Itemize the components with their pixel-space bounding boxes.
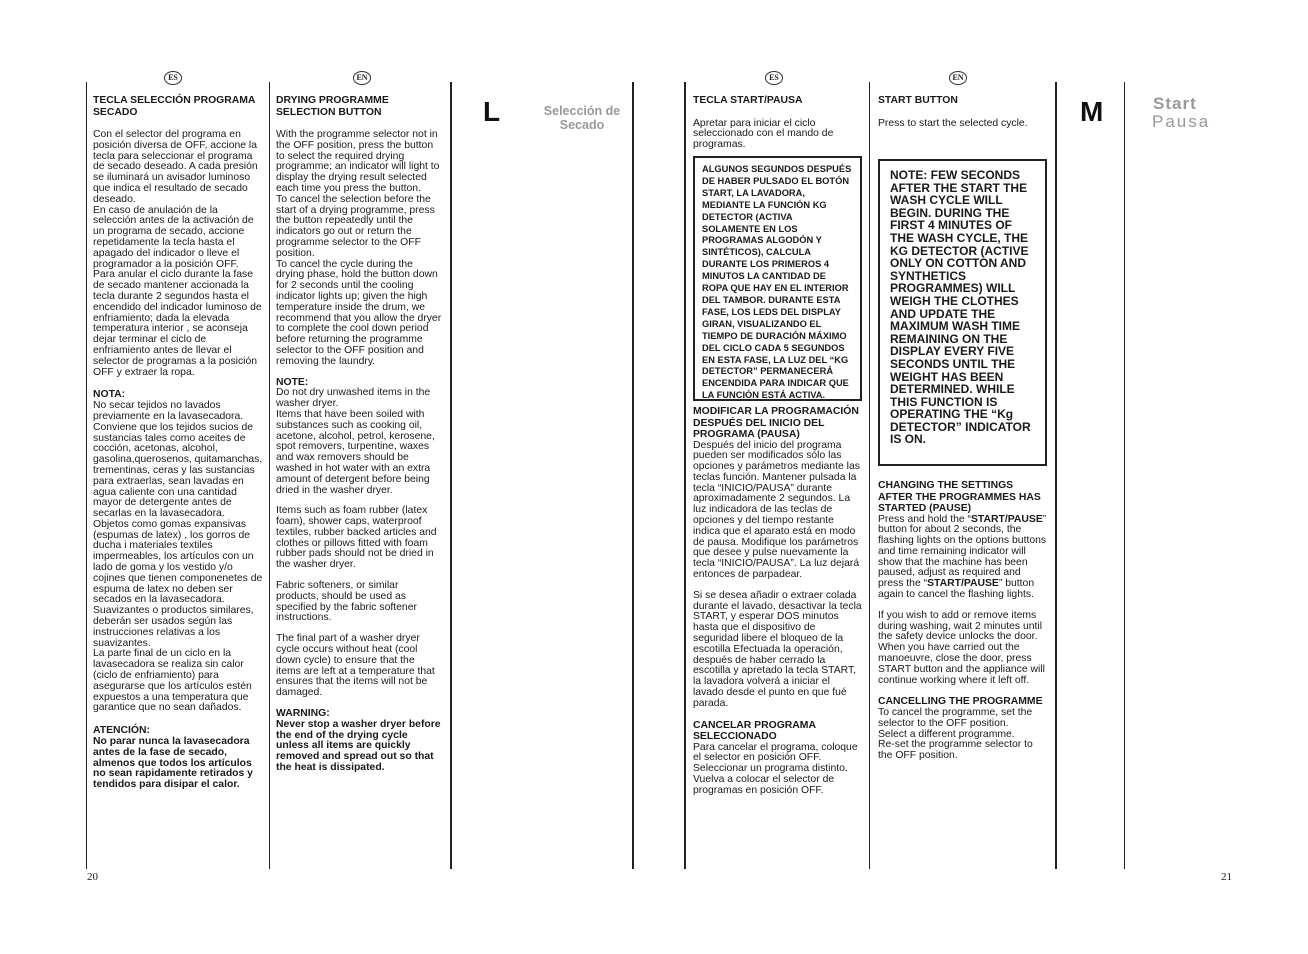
paragraph: La parte final de un ciclo en la lavasecadora se realiza sin calor (ciclo de enfriamiento) para asegurarse que los artículos estén expuestos a una temperatura que garantice que no sean dañados. [93, 648, 252, 714]
right-en-column-lower [878, 480, 1048, 762]
note-label: NOTA: [93, 389, 126, 401]
warning-label: WARNING: [276, 708, 330, 720]
paragraph: Select a different programme. [878, 728, 1015, 740]
paragraph: En caso de anulación de la selección antes de la activación de un programa de secado, accione repetidamente la tecla hasta el apagado del indicador o lleve el programador a la posición OFF. Para anular el ciclo durante la fase de secado mantener accionada la tecla durante 2 segundos hasta el encendido del indicador luminoso de enfriamiento; dada la elevada temperatura interior , se aconseja dejar terminar el ciclo de enfriamiento antes de llevar el selector de programas a la posición OFF y extraer la ropa. [93, 204, 262, 378]
paragraph: Después del inicio del programa pueden ser modificados sólo las opciones y parámetros mediante las teclas función. Mantener pulsada la tecla “INICIO/PAUSA” durante aproximadamente 2 segundos. La luz indicadora de las teclas de opciones y del tiempo restante indica que el aparato está en modo de pausa. Modifique los parámetros que desee y pulse nuevamente la tecla “INICIO/PAUSA”. La luz dejará entonces de parpadear. [693, 439, 860, 581]
warning-label: ATENCIÓN: [93, 725, 150, 737]
paragraph: To cancel the cycle during the drying phase, hold the button down for 2 seconds until the cooling indicator lights up; given the high temperature inside the drum, we recommend that you allow the dryer to complete the cool down period before returning the programme selector to the OFF position and removing the laundry. [276, 258, 442, 367]
warning-text: No parar nunca la lavasecadora antes de la fase de secado, almenos que todos los artículos no sean rapidamente retirados y tendidos para disipar el calor. [93, 736, 253, 791]
text-run: Press and hold the “ [878, 513, 971, 525]
section-title: CANCELLING THE PROGRAMME [878, 696, 1043, 708]
paragraph: Fabric softeners, or similar products, should be used as specified by the fabric softener instructions. [276, 580, 417, 624]
paragraph: When you have carried out the manoeuvre, close the door, press START button and the appliance will continue working where it left off. [878, 642, 1045, 686]
right-es-column [693, 95, 863, 151]
paragraph: Items such as foam rubber (latex foam), shower caps, waterproof textiles, rubber backed articles and clothes or pillows fitted with foam rubber pads should not be dried in the washer dryer. [276, 505, 437, 571]
rule-left-3 [450, 82, 452, 869]
lang-badge-es-left: ES [164, 71, 182, 85]
rule-left-2 [269, 82, 270, 869]
paragraph [878, 515, 1048, 601]
kg-detector-notice-es [693, 156, 862, 401]
paragraph: Conviene que los tejidos sucios de sustancias tales como aceites de cocción, acetonas, alcohol, gasolina,querosenos, quitamanchas, trementinas, ceras y las sustancias para extraerlas, sean lavadas en agua caliente con una cantidad mayor de detergente antes de secarlas en la lavasecadora. Objetos como gomas expansivas (espumas de latex) , los gorros de ducha i materiales textiles impermeables, los artículos con un lado de goma y los vestido y/o cojines que tienen componenetes de espuma de latex no deben ser secados en la lavasecadora. Suavizantes o productos similares, deberán ser usados según las instrucciones relativas a los suavizantes. [93, 421, 263, 649]
paragraph: Para cancelar el programa, coloque el selector en posición OFF. [693, 741, 858, 764]
rule-right-1 [684, 82, 686, 869]
left-es-column [93, 95, 263, 791]
section-label-pausa: Pausa [1152, 112, 1211, 131]
section-title: CHANGING THE SETTINGS AFTER THE PROGRAMMES HAS STARTED (PAUSE) [878, 480, 1041, 514]
section-title: CANCELAR PROGRAMA SELECCIONADO [693, 719, 816, 743]
warning-text: Never stop a washer dryer before the end of the drying cycle unless all items are quickly removed and spread out so that the heat is dissipated. [276, 718, 441, 774]
rule-left-1 [86, 82, 87, 869]
section-title: TECLA START/PAUSA [693, 95, 803, 106]
note-label: NOTE: [276, 376, 309, 388]
notice-text: ALGUNOS SEGUNDOS DESPUÉS DE HABER PULSADO EL BOTÓN START, LA LAVADORA, MEDIANTE LA FUNCIÓN KG DETECTOR (ACTIVA SOLAMENTE EN LOS PROGRAMAS ALGODÓN Y SINTÉTICOS), CALCULA DURANTE LOS PRIMEROS 4 MINUTOS LA CANTIDAD DE ROPA QUE HAY EN EL INTERIOR DEL TAMBOR. DURANTE ESTA FASE, LOS LEDS DEL DISPLAY GIRAN, VISUALIZANDO EL TIEMPO DE DURACIÓN MÁXIMO DEL CICLO CADA 5 SEGUNDOS EN ESTA FASE, LA LUZ DEL “KG DETECTOR” PERMANECERÁ ENCENDIDA PARA INDICAR QUE LA FUNCIÓN ESTÁ ACTIVA. [702, 164, 852, 401]
section-label: Selección de Secado [543, 104, 621, 132]
start-pause-ref: START/PAUSE [927, 578, 999, 590]
text-run: ” button for about 2 seconds, the flashing lights on the options buttons and time remaining indicator will show that the machine has been paused, adjust as required and press the “ [878, 513, 1047, 590]
section-letter: M [1080, 96, 1104, 127]
paragraph: Press to start the selected cycle. [878, 117, 1028, 129]
paragraph: With the programme selector not in the OFF position, press the button to select the required drying programme; an indicator will light to display the drying result selected each time you press the button. [276, 129, 440, 194]
left-en-column [276, 95, 442, 774]
section-label-start: Start [1153, 94, 1197, 113]
rule-right-2 [869, 82, 870, 869]
paragraph: Re-set the programme selector to the OFF position. [878, 739, 1033, 762]
paragraph: Seleccionar un programa distinto. [693, 763, 848, 775]
paragraph: No secar tejidos no lavados previamente en la lavasecadora. [93, 400, 244, 422]
paragraph: If you wish to add or remove items during washing, wait 2 minutes until the safety device unlocks the door. [878, 609, 1043, 643]
paragraph: Si se desea añadir o extraer colada durante el lavado, desactivar la tecla START, y esperar DOS minutos hasta que el dispositivo de seguridad libere el bloqueo de la escotilla Efectuada la operación, después de haber cerrado la escotilla y apretado la tecla START, la lavadora volverá a iniciar el lavado desde el punto en que fué parada. [693, 589, 862, 709]
section-title: START BUTTON [878, 95, 958, 106]
kg-detector-notice-en [878, 159, 1047, 466]
section-letter: L [483, 96, 501, 127]
lang-badge-en-right: EN [949, 71, 967, 85]
paragraph: Do not dry unwashed items in the washer dryer. [276, 387, 431, 410]
paragraph: Apretar para iniciar el ciclo seleccionado con el mando de programas. [693, 117, 834, 151]
lang-badge-es-right: ES [765, 71, 783, 85]
right-en-column [878, 95, 1048, 129]
rule-left-4 [632, 82, 634, 869]
paragraph: Vuelva a colocar el selector de programas en posición OFF. [693, 774, 835, 796]
paragraph: To cancel the selection before the start of a drying programme, press the button repeatedly until the indicators go out or return the programme selector to the OFF position. [276, 193, 435, 259]
section-title: TECLA SELECCIÓN PROGRAMA SECADO [93, 95, 256, 118]
rule-right-3 [1055, 82, 1057, 869]
start-pause-ref: START/PAUSE [971, 513, 1043, 525]
page-number: 21 [1221, 871, 1232, 883]
paragraph: Con el selector del programa en posición diversa de OFF, accione la tecla para seleccionar el programa de secado deseado. A cada presión se iluminará un avisador luminoso que indica el resultado de secado deseado. [93, 129, 258, 205]
paragraph: The final part of a washer dryer cycle occurs without heat (cool down cycle) to ensure that the items are left at a temperature that ensures that the items will not be damaged. [276, 633, 435, 699]
section-title: DRYING PROGRAMME SELECTION BUTTON [276, 95, 389, 118]
paragraph: Items that have been soiled with substances such as cooking oil, acetone, alcohol, petrol, kerosene, spot removers, turpentine, waxes and wax removers should be washed in hot water with an extra amount of detergent before being dried in the washer dryer. [276, 408, 435, 496]
paragraph: To cancel the programme, set the selector to the OFF position. [878, 706, 1033, 729]
lang-badge-en-left: EN [353, 71, 371, 85]
rule-right-4 [1124, 82, 1125, 869]
section-title: MODIFICAR LA PROGRAMACIÓN DESPUÉS DEL INICIO DEL PROGRAMA (PAUSA) [693, 406, 859, 440]
notice-text: NOTE: FEW SECONDS AFTER THE START THE WASH CYCLE WILL BEGIN. DURING THE FIRST 4 MINUTES OF THE WASH CYCLE, THE KG DETECTOR (ACTIVE ONLY ON COTTON AND SYNTHETICS PROGRAMMES) WILL WEIGH THE CLOTHES AND UPDATE THE MAXIMUM WASH TIME REMAINING ON THE DISPLAY EVERY FIVE SECONDS UNTIL THE WEIGHT HAS BEEN DETERMINED. WHILE THIS FUNCTION IS OPERATING THE “Kg DETECTOR” INDICATOR IS ON. [890, 168, 1031, 447]
right-es-column-lower [693, 406, 863, 797]
text-run: ” button again to cancel the flashing lights. [878, 578, 1035, 601]
page-number: 20 [87, 871, 98, 883]
